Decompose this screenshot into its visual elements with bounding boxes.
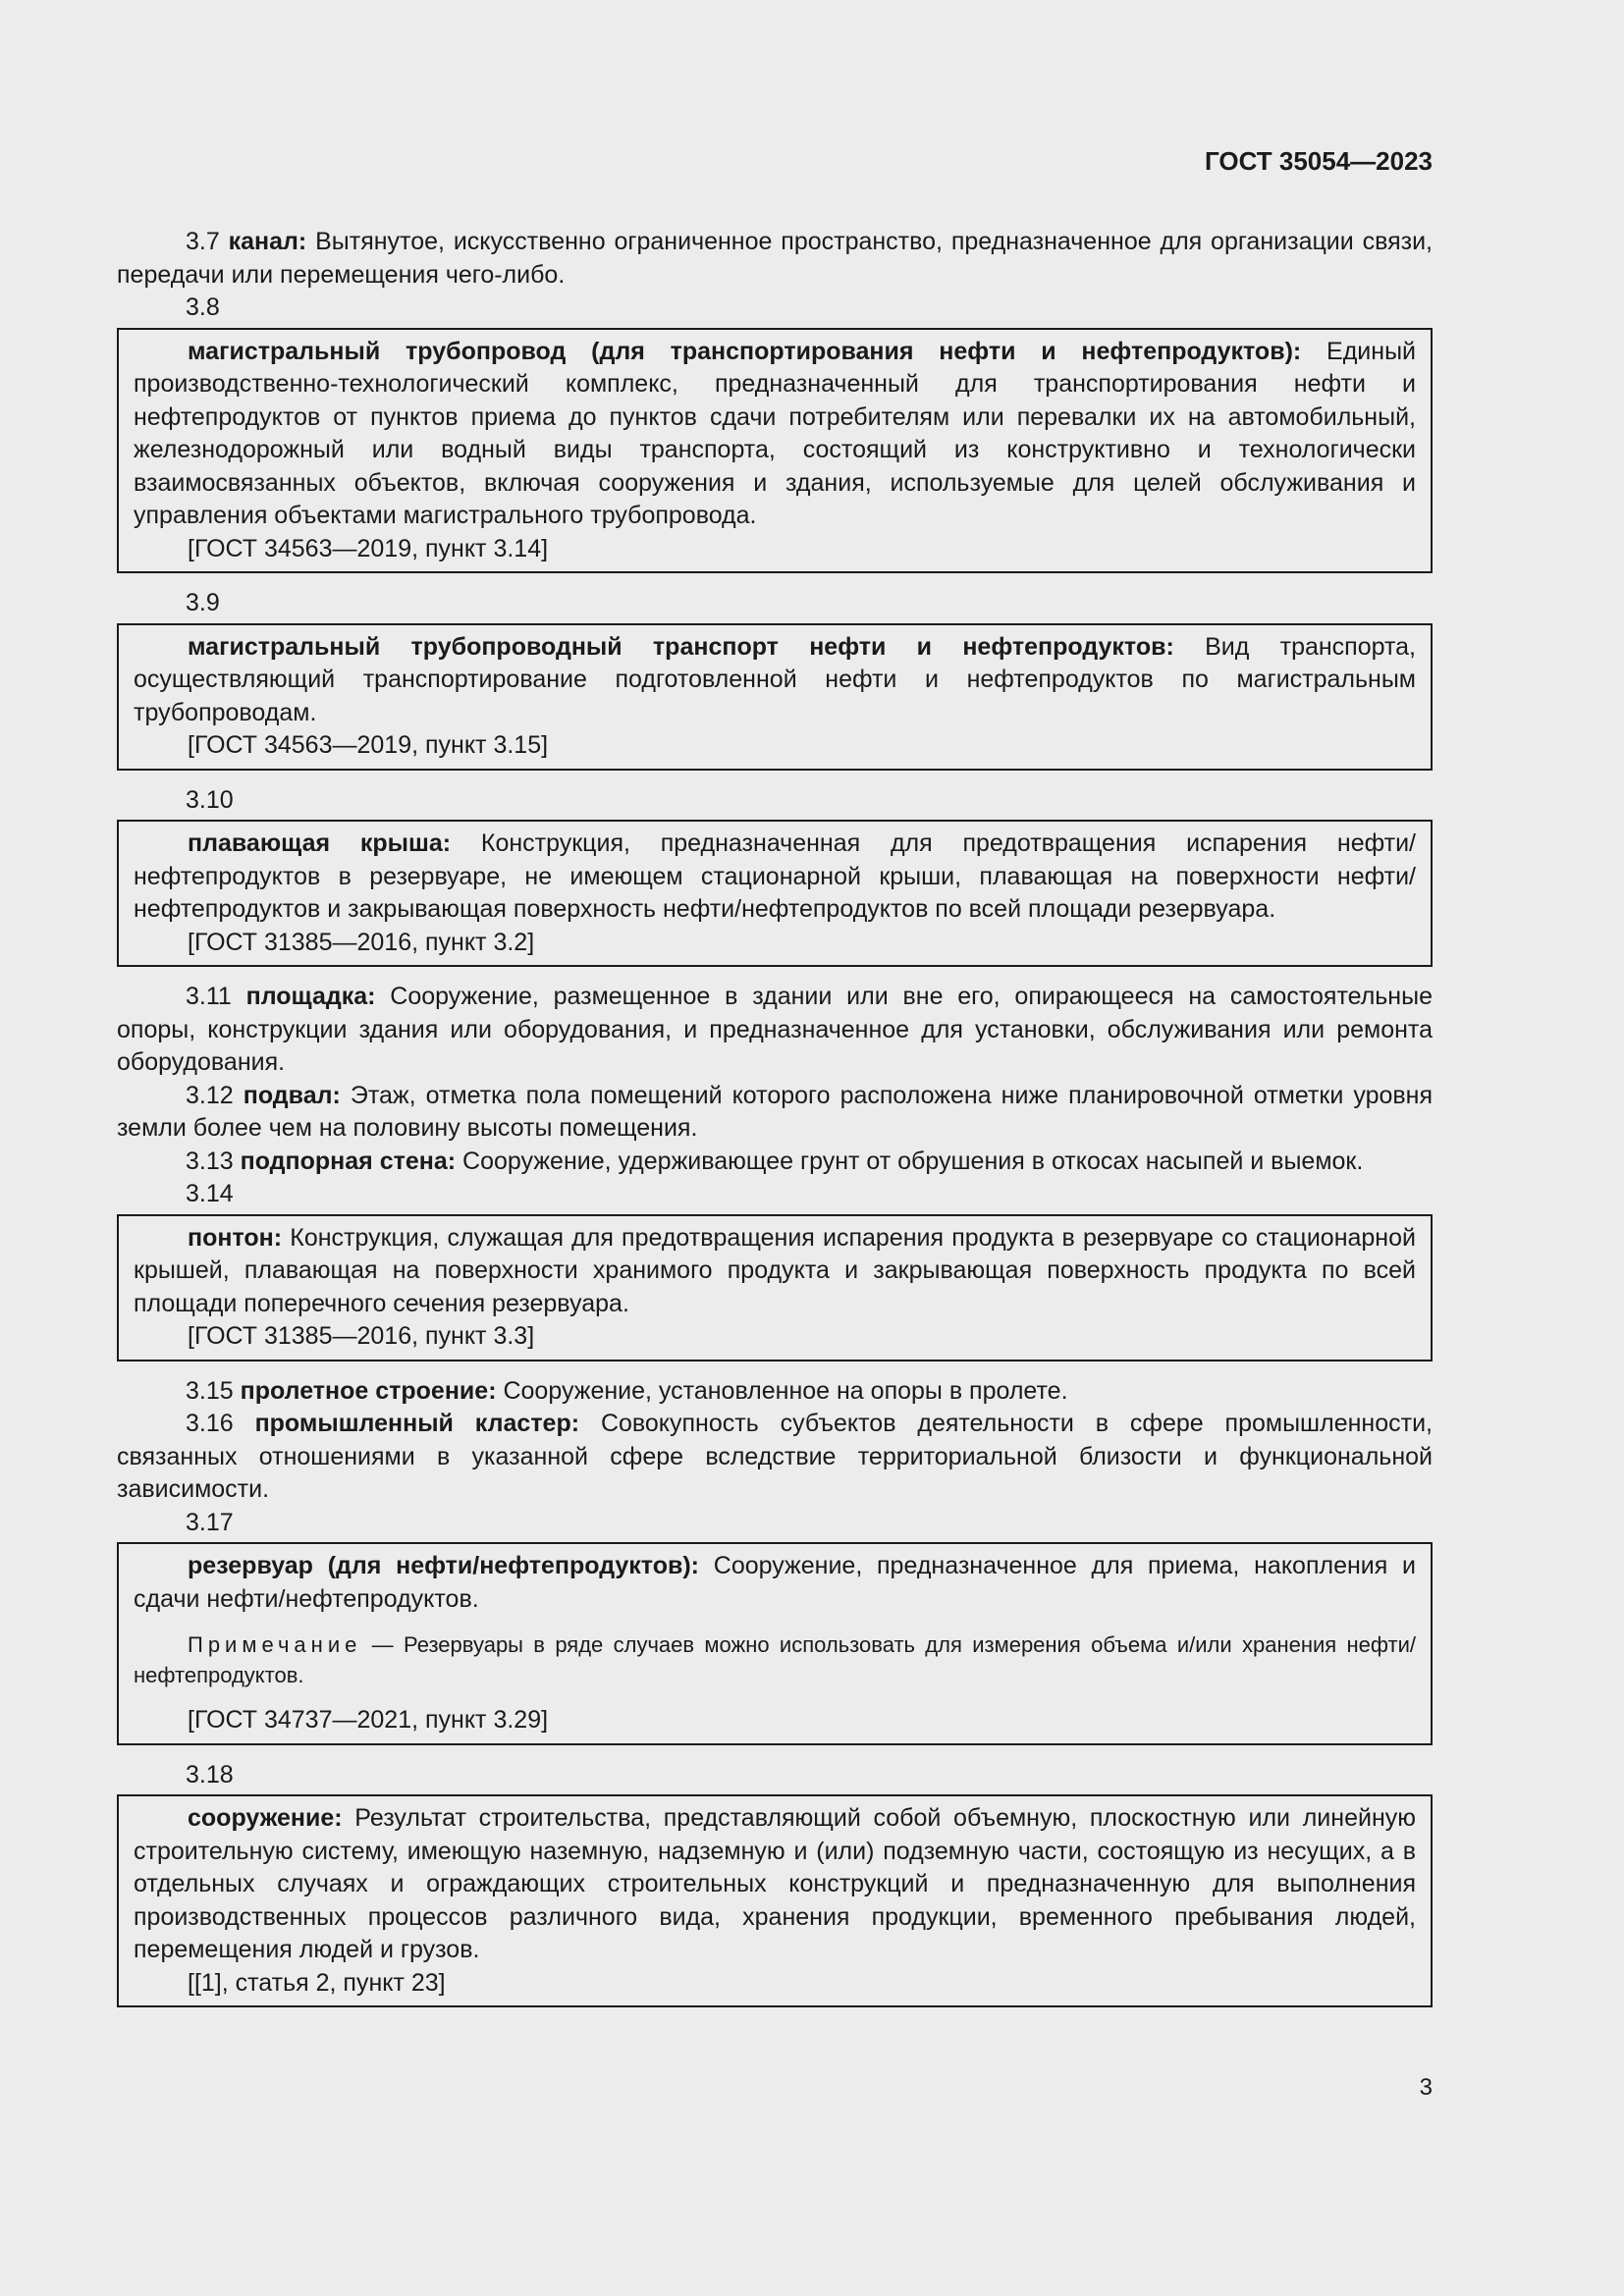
definition-box-3-8 (117, 328, 1433, 574)
entry-number: 3.7 (186, 228, 220, 255)
entry-term: магистральный трубопроводный транспорт нефти и нефтепродуктов: (188, 632, 1174, 661)
entry-3-16 (117, 1408, 1433, 1507)
entry-3-13 (117, 1146, 1433, 1179)
entry-term: сооружение: (188, 1804, 343, 1832)
entry-number: 3.15 (186, 1376, 234, 1405)
entry-3-7 (117, 226, 1433, 292)
source-reference: [ГОСТ 31385—2016, пункт 3.3] (188, 1322, 535, 1350)
entry-number: 3.11 (186, 983, 232, 1010)
entry-term: плавающая крыша: (188, 829, 452, 857)
entry-text: Конструкция, предназначенная для предотвращения испарения нефти/нефтепродуктов в резервуаре, не имеющем стационарной крыши, плавающая на поверхности нефти/ нефтепродуктов и закрывающая поверхность нефти/нефтепродуктов по всей площади резервуара. (134, 829, 1416, 923)
definition-text (134, 828, 1416, 927)
entry-number: 3.13 (186, 1147, 234, 1175)
source-reference: [ГОСТ 34737—2021, пункт 3.29] (188, 1706, 549, 1734)
definition-box-3-10 (117, 820, 1433, 967)
document-page (117, 145, 1433, 2021)
entry-number-3-18: 3.18 (186, 1760, 234, 1789)
entry-number-3-8: 3.8 (186, 294, 220, 321)
entry-text: Конструкция, служащая для предотвращения испарения продукта в резервуаре со стационарной крышей, плавающая на поверхности хранимого продукта и закрывающая поверхность продукта по всей площади поперечного сечения резервуара. (134, 1223, 1416, 1317)
source-reference: [ГОСТ 34563—2019, пункт 3.15] (188, 731, 549, 759)
entry-number-3-14: 3.14 (186, 1180, 234, 1207)
entry-3-12 (117, 1080, 1433, 1146)
definition-text (134, 336, 1416, 533)
entry-number-3-17: 3.17 (186, 1508, 234, 1536)
entry-term: канал: (228, 228, 307, 255)
entry-number: 3.12 (186, 1081, 234, 1109)
entry-number-3-9: 3.9 (186, 589, 220, 616)
entry-number-3-10: 3.10 (186, 785, 234, 814)
entry-text: Этаж, отметка пола помещений которого расположена ниже планировочной отметки уровня земли более чем на половину высоты помещения. (117, 1081, 1433, 1142)
definition-text (134, 1222, 1416, 1321)
definition-box-3-18 (117, 1794, 1433, 2007)
entry-term: резервуар (для нефти/нефтепродуктов): (188, 1552, 700, 1579)
entry-3-15 (117, 1375, 1433, 1409)
entry-term: подпорная стена: (240, 1147, 457, 1175)
entry-text: Вытянутое, искусственно ограниченное пространство, предназначенное для организации связи, передачи или перемещения чего-либо. (117, 228, 1433, 289)
entry-text: Сооружение, удерживающее грунт от обрушения в откосах насыпей и выемок. (456, 1147, 1364, 1175)
definition-box-3-9 (117, 623, 1433, 771)
entry-text: Сооружение, предназначенное для приема, накопления и сдачи нефти/нефтепродуктов. (134, 1552, 1416, 1613)
definition-text (134, 1802, 1416, 1967)
definition-text (134, 1550, 1416, 1616)
entry-3-11 (117, 981, 1433, 1080)
note-label: Примечание (188, 1632, 362, 1657)
entry-text: Результат строительства, представляющий собой объемную, плоскостную или линейную строительную систему, имеющую наземную, надземную и (или) подземную части, состоящую из несущих, а в отдельных случаях и ограждающих строительных конструкций и предназначенную для выполнения производственных процессов различного вида, хранения продукции, временного пребывания людей, перемещения людей и грузов. (134, 1804, 1416, 1963)
entry-text: Сооружение, установленное на опоры в пролете. (496, 1376, 1068, 1405)
source-reference: [[1], статья 2, пункт 23] (188, 1968, 446, 1997)
entry-number: 3.16 (186, 1410, 234, 1437)
definition-box-3-14 (117, 1214, 1433, 1362)
entry-text: Вид транспорта, осуществляющий транспортирование подготовленной нефти и нефтепродуктов по магистральным трубопроводам. (134, 632, 1417, 726)
definition-text (134, 631, 1416, 730)
entry-term: магистральный трубопровод (для транспортирования нефти и нефтепродуктов): (188, 337, 1302, 365)
entry-term: пролетное строение: (240, 1376, 497, 1405)
note-text: — Резервуары в ряде случаев можно использовать для измерения объема и/или хранения нефти/нефтепродуктов. (134, 1632, 1416, 1687)
note (134, 1629, 1416, 1690)
entry-term: промышленный кластер: (254, 1410, 580, 1437)
definition-box-3-17 (117, 1542, 1433, 1745)
entry-text: Единый производственно-технологический комплекс, предназначенный для транспортирования нефти и нефтепродуктов от пунктов приема до пунктов сдачи потребителям или перевалки их на автомобильный, железнодорожный или водный виды транспорта, состоящий из конструктивно и технологически взаимосвязанных объектов, включая сооружения и здания, используемые для целей обслуживания и управления объектами магистрального трубопровода. (134, 337, 1417, 529)
source-reference: [ГОСТ 31385—2016, пункт 3.2] (188, 928, 535, 956)
source-reference: [ГОСТ 34563—2019, пункт 3.14] (188, 534, 549, 562)
entry-term: понтон: (188, 1223, 283, 1252)
entry-term: подвал: (243, 1081, 341, 1109)
entry-text: Сооружение, размещенное в здании или вне его, опирающееся на самостоятельные опоры, конструкции здания или оборудования, и предназначенное для установки, обслуживания или ремонта оборудования. (117, 983, 1433, 1076)
entry-text: Совокупность субъектов деятельности в сфере промышленности, связанных отношениями в указанной сфере вследствие территориальной близости и функциональной зависимости. (117, 1410, 1433, 1503)
page-number: 3 (1419, 2074, 1433, 2101)
doc-code-header: ГОСТ 35054—2023 (1205, 146, 1433, 176)
entry-term: площадка: (245, 983, 376, 1010)
